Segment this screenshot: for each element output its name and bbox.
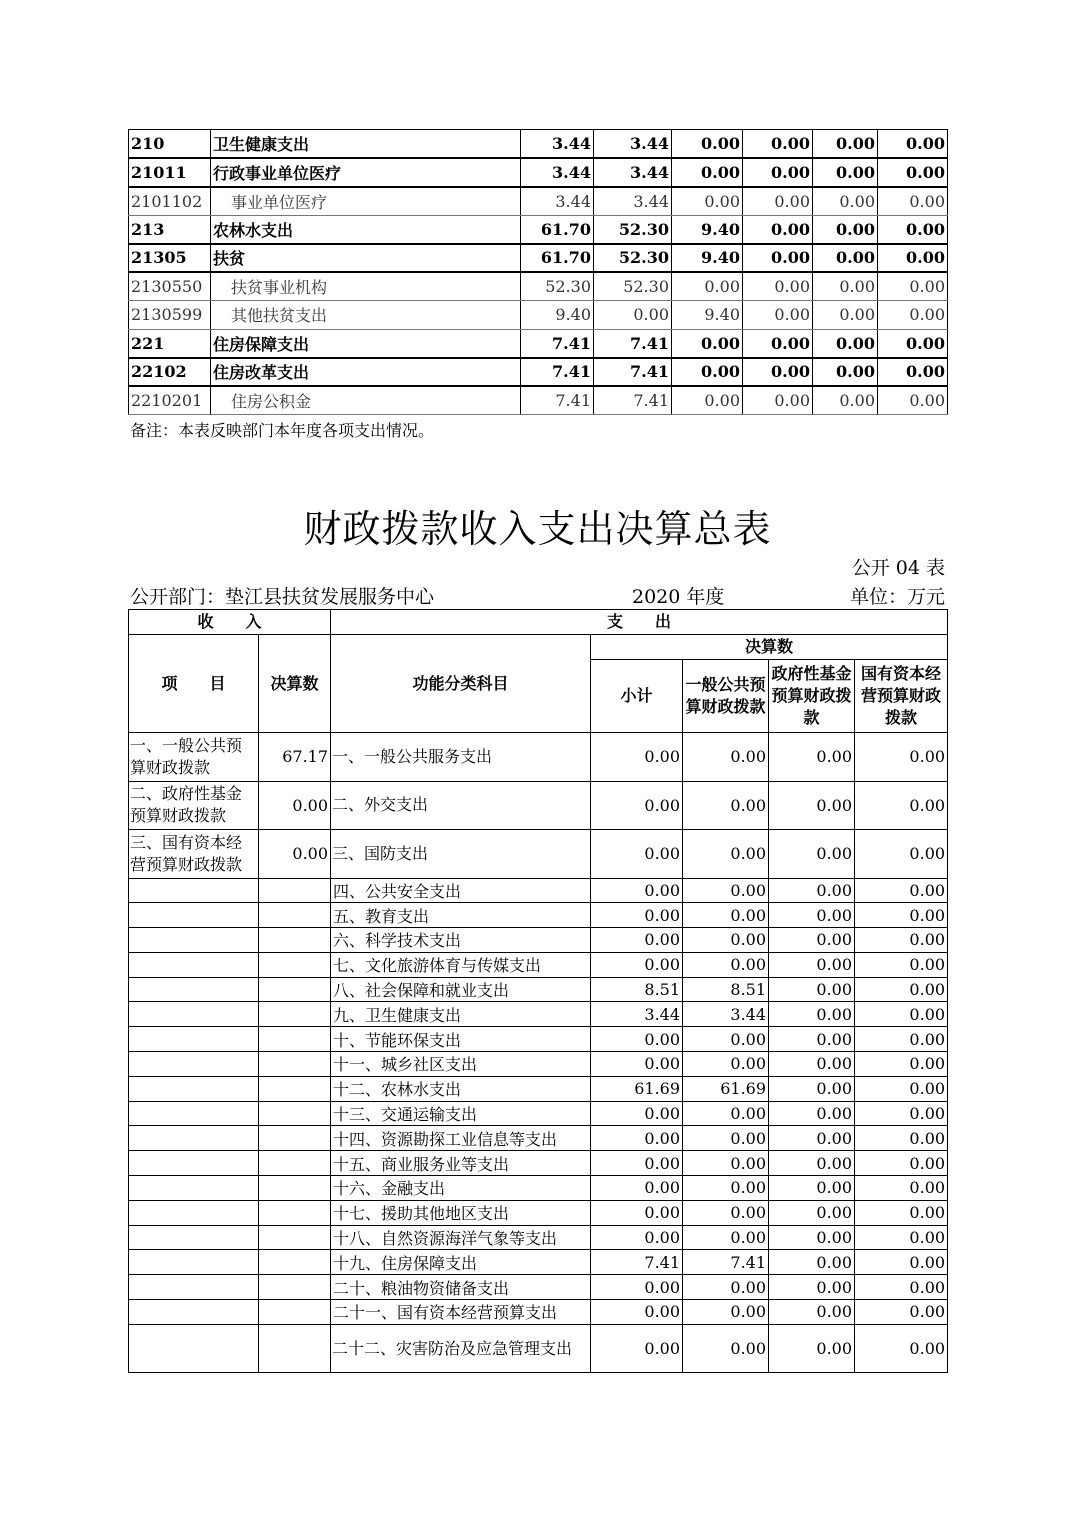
expense-value: 0.00 (591, 952, 683, 977)
row-value: 0.00 (672, 386, 743, 415)
expense-value: 0.00 (855, 1275, 948, 1300)
expense-value: 0.00 (769, 1225, 855, 1250)
department: 公开部门：垫江县扶贫发展服务中心 (130, 586, 435, 608)
income-item: 一、一般公共预算财政拨款 (129, 733, 259, 782)
func-header: 功能分类科目 (331, 635, 591, 733)
expense-value: 0.00 (769, 1176, 855, 1201)
row-value: 0.00 (878, 215, 948, 244)
expense-value: 0.00 (769, 830, 855, 879)
table-row (129, 1176, 948, 1201)
row-value: 9.40 (672, 244, 743, 273)
expense-value: 0.00 (769, 1275, 855, 1300)
expense-value: 0.00 (855, 733, 948, 782)
state-capital-header: 国有资本经营预算财政拨款 (855, 660, 948, 733)
expense-value: 0.00 (769, 1200, 855, 1225)
expense-value: 0.00 (683, 1126, 769, 1151)
expense-value: 0.00 (591, 781, 683, 830)
income-amount (259, 1176, 331, 1201)
row-value: 0.00 (813, 187, 878, 216)
expense-name: 十七、援助其他地区支出 (331, 1200, 591, 1225)
income-item (129, 952, 259, 977)
expense-value: 61.69 (683, 1076, 769, 1101)
row-value: 0.00 (813, 215, 878, 244)
row-value: 7.41 (521, 358, 594, 387)
row-code: 21305 (129, 244, 211, 273)
row-code: 21011 (129, 158, 211, 187)
expense-value: 0.00 (683, 1052, 769, 1077)
fiscal-year: 2020 年度 (632, 586, 725, 608)
expense-value: 8.51 (591, 977, 683, 1002)
income-item (129, 1076, 259, 1101)
expense-value: 0.00 (855, 1126, 948, 1151)
expense-value: 3.44 (591, 1002, 683, 1027)
table-row (129, 1027, 948, 1052)
income-amount: 0.00 (259, 830, 331, 879)
row-value: 0.00 (672, 329, 743, 358)
income-amount (259, 1126, 331, 1151)
expense-value: 0.00 (683, 952, 769, 977)
income-header: 收 入 (129, 610, 331, 635)
expense-value: 0.00 (855, 1176, 948, 1201)
income-amount (259, 1101, 331, 1126)
row-name: 扶贫 (211, 244, 521, 273)
row-name: 行政事业单位医疗 (211, 158, 521, 187)
expense-value: 0.00 (591, 1151, 683, 1176)
expense-name: 十、节能环保支出 (331, 1027, 591, 1052)
expense-value: 3.44 (683, 1002, 769, 1027)
expense-value: 0.00 (769, 733, 855, 782)
expense-name: 十四、资源勘探工业信息等支出 (331, 1126, 591, 1151)
row-code: 22102 (129, 358, 211, 387)
row-value: 3.44 (594, 158, 672, 187)
unit-label: 单位：万元 (849, 586, 945, 608)
table-row (129, 130, 948, 159)
row-value: 0.00 (672, 358, 743, 387)
table-row (129, 1101, 948, 1126)
row-value: 52.30 (594, 215, 672, 244)
income-item (129, 1002, 259, 1027)
income-item (129, 903, 259, 928)
row-code: 2210201 (129, 386, 211, 415)
row-value: 9.40 (672, 215, 743, 244)
fund-budget-header: 政府性基金预算财政拨款 (769, 660, 855, 733)
table-row (129, 272, 948, 301)
table-row (129, 903, 948, 928)
expense-value: 0.00 (683, 1275, 769, 1300)
expense-value: 0.00 (591, 903, 683, 928)
expense-value: 0.00 (769, 1151, 855, 1176)
income-item (129, 1151, 259, 1176)
expense-value: 0.00 (591, 1126, 683, 1151)
row-name: 卫生健康支出 (211, 130, 521, 159)
row-value: 52.30 (594, 272, 672, 301)
income-item (129, 1300, 259, 1325)
table-row (129, 1002, 948, 1027)
expense-value: 0.00 (683, 830, 769, 879)
row-name: 扶贫事业机构 (211, 272, 521, 301)
general-budget-header: 一般公共预算财政拨款 (683, 660, 769, 733)
expense-value: 0.00 (591, 1176, 683, 1201)
expense-value: 0.00 (855, 781, 948, 830)
expense-value: 0.00 (683, 1225, 769, 1250)
final-header: 决算数 (591, 635, 948, 660)
row-value: 0.00 (743, 358, 813, 387)
row-value: 0.00 (878, 130, 948, 159)
row-value: 0.00 (743, 158, 813, 187)
expense-value: 0.00 (855, 1076, 948, 1101)
income-amount (259, 1002, 331, 1027)
table-row (129, 1324, 948, 1373)
row-value: 0.00 (813, 301, 878, 330)
row-value: 0.00 (813, 358, 878, 387)
expense-name: 十一、城乡社区支出 (331, 1052, 591, 1077)
income-amount (259, 1275, 331, 1300)
row-value: 0.00 (743, 187, 813, 216)
income-item (129, 878, 259, 903)
table-row (129, 977, 948, 1002)
expense-value: 0.00 (769, 1101, 855, 1126)
row-value: 3.44 (521, 187, 594, 216)
row-name: 农林水支出 (211, 215, 521, 244)
row-value: 0.00 (672, 158, 743, 187)
row-name: 事业单位医疗 (211, 187, 521, 216)
expense-value: 0.00 (683, 1176, 769, 1201)
expense-value: 0.00 (591, 1200, 683, 1225)
expense-value: 0.00 (683, 1027, 769, 1052)
row-value: 0.00 (813, 272, 878, 301)
income-item (129, 977, 259, 1002)
expense-name: 二十二、灾害防治及应急管理支出 (331, 1324, 591, 1373)
row-value: 7.41 (594, 358, 672, 387)
expense-value: 0.00 (769, 1027, 855, 1052)
expense-value: 0.00 (855, 1300, 948, 1325)
row-value: 7.41 (594, 386, 672, 415)
amount-header: 决算数 (259, 635, 331, 733)
row-value: 0.00 (878, 272, 948, 301)
income-item (129, 1052, 259, 1077)
expense-name: 三、国防支出 (331, 830, 591, 879)
expense-name: 一、一般公共服务支出 (331, 733, 591, 782)
expense-value: 0.00 (769, 1126, 855, 1151)
table-note: 备注：本表反映部门本年度各项支出情况。 (130, 421, 435, 440)
income-item (129, 1324, 259, 1373)
expense-value: 0.00 (591, 1275, 683, 1300)
expense-value: 0.00 (769, 928, 855, 953)
row-value: 0.00 (743, 386, 813, 415)
row-value: 3.44 (521, 158, 594, 187)
expense-value: 0.00 (769, 1002, 855, 1027)
row-code: 221 (129, 329, 211, 358)
row-code: 2130550 (129, 272, 211, 301)
expense-name: 十五、商业服务业等支出 (331, 1151, 591, 1176)
table-row (129, 329, 948, 358)
row-value: 0.00 (878, 386, 948, 415)
expense-value: 0.00 (591, 1027, 683, 1052)
income-item (129, 1200, 259, 1225)
fiscal-summary-table (128, 609, 948, 1373)
income-item (129, 1225, 259, 1250)
expense-name: 十九、住房保障支出 (331, 1250, 591, 1275)
table-row (129, 952, 948, 977)
expense-value: 0.00 (683, 1151, 769, 1176)
table-row (129, 928, 948, 953)
row-value: 0.00 (743, 272, 813, 301)
expense-name: 九、卫生健康支出 (331, 1002, 591, 1027)
row-value: 0.00 (672, 272, 743, 301)
row-value: 0.00 (878, 301, 948, 330)
income-amount: 0.00 (259, 781, 331, 830)
income-item (129, 1275, 259, 1300)
income-item (129, 1176, 259, 1201)
expense-value: 7.41 (683, 1250, 769, 1275)
income-item: 二、政府性基金预算财政拨款 (129, 781, 259, 830)
expense-value: 0.00 (683, 733, 769, 782)
row-value: 0.00 (878, 158, 948, 187)
row-name: 住房保障支出 (211, 329, 521, 358)
row-value: 61.70 (521, 244, 594, 273)
table-row (129, 215, 948, 244)
table-row (129, 1052, 948, 1077)
expense-value: 0.00 (591, 928, 683, 953)
income-amount: 67.17 (259, 733, 331, 782)
income-amount (259, 1200, 331, 1225)
expense-value: 0.00 (855, 928, 948, 953)
income-amount (259, 952, 331, 977)
expense-value: 0.00 (769, 903, 855, 928)
table-row (129, 878, 948, 903)
table-row (129, 781, 948, 830)
income-amount (259, 1225, 331, 1250)
income-amount (259, 1300, 331, 1325)
expense-value: 0.00 (591, 1101, 683, 1126)
table-row (129, 1200, 948, 1225)
expense-value: 0.00 (855, 1052, 948, 1077)
table-row (129, 1275, 948, 1300)
expense-value: 0.00 (769, 878, 855, 903)
table-number: 公开 04 表 (851, 557, 945, 579)
row-code: 2130599 (129, 301, 211, 330)
table-row (129, 386, 948, 415)
row-value: 0.00 (813, 329, 878, 358)
expense-value: 8.51 (683, 977, 769, 1002)
expense-value: 0.00 (855, 1250, 948, 1275)
expense-name: 二、外交支出 (331, 781, 591, 830)
table-row (129, 1225, 948, 1250)
expense-value: 0.00 (591, 878, 683, 903)
expense-name: 十六、金融支出 (331, 1176, 591, 1201)
income-amount (259, 928, 331, 953)
row-value: 9.40 (672, 301, 743, 330)
income-amount (259, 977, 331, 1002)
row-value: 7.41 (521, 386, 594, 415)
income-item (129, 1250, 259, 1275)
expense-value: 0.00 (769, 952, 855, 977)
row-value: 0.00 (743, 215, 813, 244)
income-item (129, 1101, 259, 1126)
income-item (129, 928, 259, 953)
row-value: 3.44 (594, 187, 672, 216)
income-item (129, 1027, 259, 1052)
expense-value: 0.00 (683, 1300, 769, 1325)
expense-value: 0.00 (591, 1225, 683, 1250)
expense-value: 0.00 (683, 1101, 769, 1126)
expense-value: 0.00 (855, 1151, 948, 1176)
expense-value: 0.00 (855, 878, 948, 903)
expense-value: 0.00 (591, 830, 683, 879)
expense-value: 0.00 (769, 781, 855, 830)
expense-value: 0.00 (855, 1324, 948, 1373)
expense-name: 八、社会保障和就业支出 (331, 977, 591, 1002)
income-amount (259, 878, 331, 903)
expense-header: 支 出 (331, 610, 948, 635)
row-value: 0.00 (672, 130, 743, 159)
row-value: 0.00 (813, 244, 878, 273)
income-amount (259, 903, 331, 928)
row-value: 0.00 (672, 187, 743, 216)
row-value: 0.00 (813, 158, 878, 187)
income-amount (259, 1052, 331, 1077)
row-value: 0.00 (743, 244, 813, 273)
income-amount (259, 1027, 331, 1052)
row-value: 3.44 (521, 130, 594, 159)
expense-value: 0.00 (591, 1052, 683, 1077)
expense-value: 0.00 (683, 878, 769, 903)
table-row (129, 358, 948, 387)
income-item: 三、国有资本经营预算财政拨款 (129, 830, 259, 879)
row-name: 其他扶贫支出 (211, 301, 521, 330)
expense-value: 0.00 (769, 1324, 855, 1373)
expense-value: 0.00 (769, 1250, 855, 1275)
expense-name: 七、文化旅游体育与传媒支出 (331, 952, 591, 977)
expense-value: 0.00 (855, 1225, 948, 1250)
row-name: 住房公积金 (211, 386, 521, 415)
table-row (129, 301, 948, 330)
table-row (129, 244, 948, 273)
income-amount (259, 1076, 331, 1101)
expense-name: 六、科学技术支出 (331, 928, 591, 953)
table-row (129, 187, 948, 216)
expense-value: 0.00 (591, 733, 683, 782)
expense-value: 0.00 (855, 1200, 948, 1225)
row-value: 0.00 (878, 329, 948, 358)
income-amount (259, 1151, 331, 1176)
row-value: 0.00 (813, 130, 878, 159)
row-code: 2101102 (129, 187, 211, 216)
expense-value: 0.00 (683, 781, 769, 830)
expense-value: 0.00 (855, 1027, 948, 1052)
table-row (129, 1076, 948, 1101)
row-value: 7.41 (594, 329, 672, 358)
income-amount (259, 1324, 331, 1373)
row-value: 0.00 (743, 329, 813, 358)
expense-value: 0.00 (591, 1324, 683, 1373)
expense-name: 十三、交通运输支出 (331, 1101, 591, 1126)
expense-name: 二十、粮油物资储备支出 (331, 1275, 591, 1300)
expense-value: 0.00 (855, 1101, 948, 1126)
row-name: 住房改革支出 (211, 358, 521, 387)
row-value: 0.00 (594, 301, 672, 330)
income-amount (259, 1250, 331, 1275)
expense-value: 0.00 (769, 1076, 855, 1101)
row-value: 0.00 (743, 301, 813, 330)
expense-value: 0.00 (855, 1002, 948, 1027)
expense-value: 61.69 (591, 1076, 683, 1101)
row-value: 0.00 (743, 130, 813, 159)
expense-value: 0.00 (683, 1200, 769, 1225)
table-row (129, 1151, 948, 1176)
expense-name: 二十一、国有资本经营预算支出 (331, 1300, 591, 1325)
table-row (129, 158, 948, 187)
table-row (129, 830, 948, 879)
row-value: 0.00 (878, 244, 948, 273)
expense-value: 0.00 (683, 928, 769, 953)
row-value: 3.44 (594, 130, 672, 159)
row-code: 213 (129, 215, 211, 244)
income-item (129, 1126, 259, 1151)
table-row (129, 1126, 948, 1151)
subtotal-header: 小计 (591, 660, 683, 733)
expense-value: 0.00 (683, 1324, 769, 1373)
row-code: 210 (129, 130, 211, 159)
expense-name: 四、公共安全支出 (331, 878, 591, 903)
table-row (129, 1300, 948, 1325)
table-row (129, 733, 948, 782)
expense-value: 0.00 (769, 1300, 855, 1325)
item-header: 项 目 (129, 635, 259, 733)
expense-name: 十八、自然资源海洋气象等支出 (331, 1225, 591, 1250)
row-value: 0.00 (813, 386, 878, 415)
table-row (129, 1250, 948, 1275)
row-value: 52.30 (594, 244, 672, 273)
expense-name: 五、教育支出 (331, 903, 591, 928)
row-value: 7.41 (521, 329, 594, 358)
expense-value: 0.00 (855, 952, 948, 977)
expense-name: 十二、农林水支出 (331, 1076, 591, 1101)
expense-value: 0.00 (591, 1300, 683, 1325)
expense-value: 0.00 (683, 903, 769, 928)
expense-value: 7.41 (591, 1250, 683, 1275)
row-value: 61.70 (521, 215, 594, 244)
expense-value: 0.00 (855, 977, 948, 1002)
expense-value: 0.00 (855, 903, 948, 928)
expense-value: 0.00 (855, 830, 948, 879)
row-value: 0.00 (878, 187, 948, 216)
expense-value: 0.00 (769, 1052, 855, 1077)
expenditure-detail-table (128, 129, 948, 415)
row-value: 52.30 (521, 272, 594, 301)
expense-value: 0.00 (769, 977, 855, 1002)
row-value: 9.40 (521, 301, 594, 330)
row-value: 0.00 (878, 358, 948, 387)
page-title: 财政拨款收入支出决算总表 (303, 507, 772, 551)
